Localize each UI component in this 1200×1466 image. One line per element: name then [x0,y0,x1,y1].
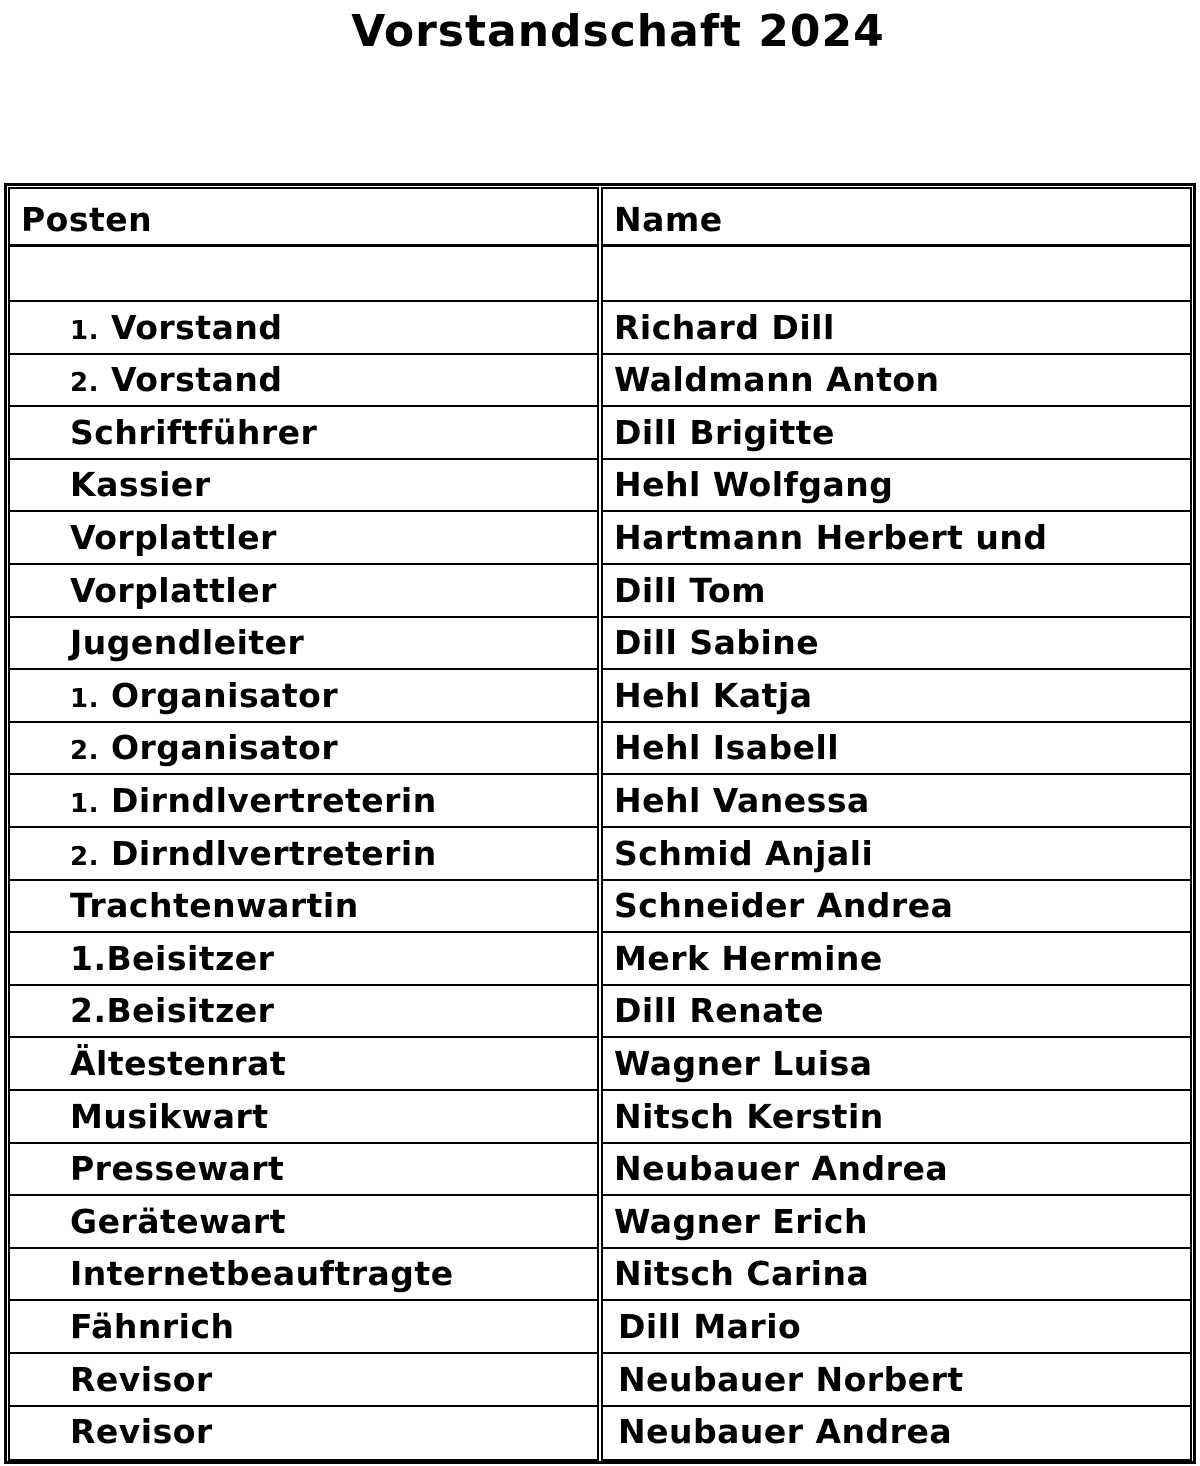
name-value: Schmid Anjali [614,834,874,873]
table-row-posten [10,1302,597,1354]
name-value: Wagner Erich [614,1202,868,1241]
table-row-name [603,1249,1190,1301]
table-row-name [603,723,1190,775]
table-row-name [603,618,1190,670]
name-value: Neubauer Norbert [618,1360,964,1399]
table-row-posten [10,776,597,828]
table-row-posten [10,566,597,618]
table-row-name [603,1092,1190,1144]
table-row-posten [10,829,597,881]
name-value: Hehl Vanessa [614,781,870,820]
table-row-posten [10,881,597,933]
table-row-name [603,671,1190,723]
table-row-name [603,829,1190,881]
table-row-posten [10,671,597,723]
posten-label: Vorstand [110,308,283,347]
posten-number: 2. [70,368,99,398]
name-value: Dill Mario [618,1307,802,1346]
posten-label: Ältestenrat [70,1044,287,1083]
posten-label: Fähnrich [70,1307,235,1346]
posten-number: 2. [70,842,99,872]
table-row-posten [10,618,597,670]
table-row-posten [10,1039,597,1091]
table-row-posten [10,1144,597,1196]
name-value: Dill Brigitte [614,413,835,452]
table-row-name [603,460,1190,512]
table-row-posten [10,1407,597,1459]
posten-label: Trachtenwartin [70,886,359,925]
name-value: Neubauer Andrea [614,1149,949,1188]
table-row-posten [10,986,597,1038]
name-value: Nitsch Kerstin [614,1097,884,1136]
posten-number: 2. [70,736,99,766]
table-row-name [603,881,1190,933]
posten-label: Vorplattler [70,518,277,557]
table-row-name [603,986,1190,1038]
posten-label: Dirndlvertreterin [110,781,437,820]
table-row-name [603,303,1190,355]
table-row-name [603,776,1190,828]
table-row-posten [10,1197,597,1249]
posten-label: Kassier [70,465,211,504]
table-row-posten [10,723,597,775]
table-row-name [603,1039,1190,1091]
table-row-posten [10,460,597,512]
posten-column [8,187,599,1461]
name-value: Waldmann Anton [614,360,940,399]
name-value: Hehl Wolfgang [614,465,894,504]
name-column [601,187,1192,1461]
posten-label: Organisator [110,728,339,767]
name-value: Wagner Luisa [614,1044,873,1083]
table-row-posten [10,355,597,407]
posten-label: Revisor [70,1360,213,1399]
posten-number: 1. [70,684,99,714]
name-value: Nitsch Carina [614,1254,870,1293]
name-value: Dill Renate [614,991,825,1030]
name-value: Hartmann Herbert und [614,518,1048,557]
table-row-posten [10,1355,597,1407]
table-row-name [603,408,1190,460]
table-row-name [603,513,1190,565]
table-row-name [603,1407,1190,1459]
posten-number: 1. [70,316,99,346]
posten-label: Vorplattler [70,571,277,610]
posten-label: Musikwart [70,1097,269,1136]
posten-header: Posten [10,189,597,247]
table-row-posten [10,513,597,565]
name-value: Schneider Andrea [614,886,954,925]
posten-label: Jugendleiter [70,623,305,662]
table-row-posten [10,934,597,986]
table-row-name [603,1355,1190,1407]
name-value: Richard Dill [614,308,835,347]
table-row-name [603,250,1190,302]
table-row-name [603,934,1190,986]
page-title: Vorstandschaft 2024 [351,6,885,57]
posten-label: Dirndlvertreterin [110,834,437,873]
table-row-posten [10,1092,597,1144]
table-row-posten [10,1249,597,1301]
table-row-posten [10,408,597,460]
name-value: Hehl Isabell [614,728,840,767]
table-row-name [603,1302,1190,1354]
name-value: Hehl Katja [614,676,813,715]
name-value: Dill Tom [614,571,767,610]
name-value: Dill Sabine [614,623,820,662]
posten-label: Vorstand [110,360,283,399]
table-row-posten [10,250,597,302]
posten-label: Revisor [70,1412,213,1451]
table-row-posten [10,303,597,355]
posten-label: Pressewart [70,1149,285,1188]
posten-label: 2.Beisitzer [70,991,275,1030]
posten-number: 1. [70,789,99,819]
posten-label: Gerätewart [70,1202,286,1241]
table-row-name [603,1197,1190,1249]
table-row-name [603,566,1190,618]
posten-label: 1.Beisitzer [70,939,275,978]
table-row-name [603,355,1190,407]
name-value: Merk Hermine [614,939,883,978]
table-row-name [603,1144,1190,1196]
name-value: Neubauer Andrea [618,1412,953,1451]
name-header: Name [603,189,1190,247]
posten-label: Internetbeauftragte [70,1254,454,1293]
posten-label: Schriftführer [70,413,318,452]
posten-label: Organisator [110,676,339,715]
